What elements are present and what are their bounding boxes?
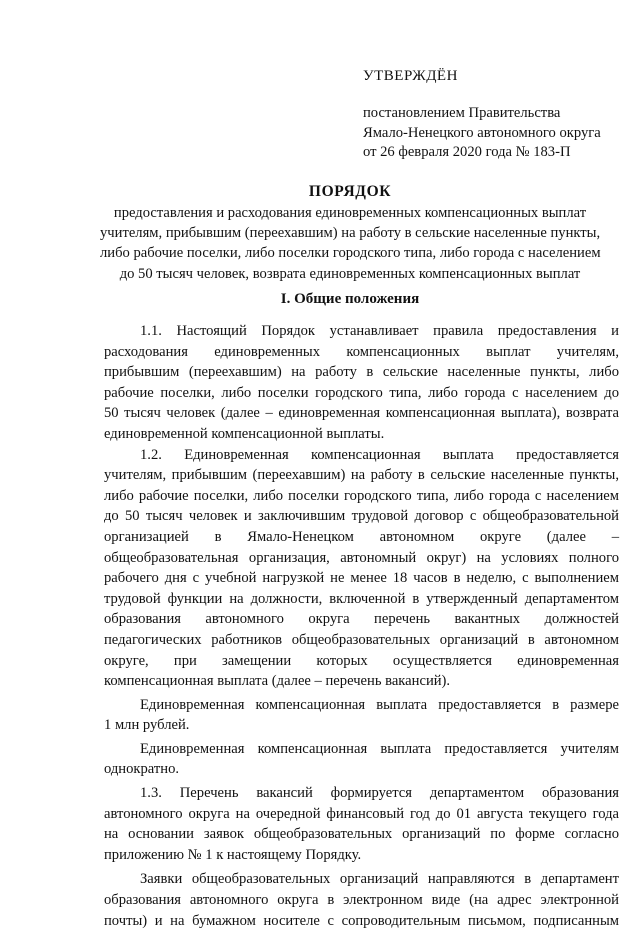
body-line: образования автономного округа в электронном виде (на адрес электронной <box>104 892 619 909</box>
document-subtitle <box>100 203 600 284</box>
body-line: образования автономного округа перечень вакантных должностей <box>104 611 619 628</box>
approval-line: Ямало-Ненецкого автономного округа <box>363 124 601 141</box>
body-line: до 50 тысяч человек и заключившим трудовой договор с общеобразовательной <box>104 508 619 525</box>
body-line: на основании заявок общеобразовательных организаций по форме согласно <box>104 826 619 843</box>
approval-block <box>363 66 633 163</box>
body-line: приложению № 1 к настоящему Порядку. <box>104 846 362 863</box>
body-line: единовременной компенсационной выплаты. <box>104 425 385 442</box>
body-line: рабочего дня с учебной нагрузкой не менее 18 часов в неделю, с выполнением <box>104 570 619 587</box>
body-line: почты) и на бумажном носителе с сопроводительным письмом, подписанным <box>104 912 619 929</box>
body-line: Единовременная компенсационная выплата предоставляется учителям <box>140 740 619 757</box>
document-body <box>104 321 619 931</box>
body-line: 1 млн рублей. <box>104 717 190 734</box>
subtitle-line: предоставления и расходования единовременных компенсационных выплат <box>113 205 587 221</box>
body-line: трудовой функции на должности, включенной в утвержденный департаментом <box>104 590 619 607</box>
subtitle-line: либо рабочие поселки, либо поселки городского типа, либо города с населением <box>100 245 601 262</box>
body-line: 1.3. Перечень вакансий формируется департаментом образования <box>140 785 619 802</box>
body-line: округе, при замещении которых осуществляется единовременная <box>104 652 619 669</box>
body-line: компенсационная выплата (далее – перечень вакансий). <box>104 673 451 690</box>
approval-line: от 26 февраля 2020 года № 183-П <box>363 144 571 160</box>
body-line: рабочие поселки, либо поселки городского типа, либо города с населением до <box>104 384 619 401</box>
body-line: 50 тысяч человек (далее – единовременная компенсационная выплата), возврата <box>104 405 619 422</box>
approval-line: постановлением Правительства <box>363 105 561 121</box>
body-line: 1.1. Настоящий Порядок устанавливает правила предоставления и <box>140 323 619 339</box>
body-line: Единовременная компенсационная выплата предоставляется в размере <box>140 696 619 713</box>
body-line: расходования единовременных компенсационных выплат учителям, <box>104 343 619 360</box>
body-line: прибывшим (переехавшим) на работу в сельские населенные пункты, либо <box>104 364 619 381</box>
body-line: организацией в Ямало-Ненецком автономном округе (далее – <box>104 528 619 545</box>
subtitle-line: до 50 тысяч человек, возврата единовременных компенсационных выплат <box>119 265 581 282</box>
body-line: автономного округа на очередной финансовый год до 01 августа текущего года <box>104 805 619 822</box>
subtitle-line: учителям, прибывшим (переехавшим) на работу в сельские населенные пункты, <box>100 225 601 242</box>
approval-heading: УТВЕРЖДЁН <box>363 68 458 84</box>
body-line: учителям, прибывшим (переехавшим) на работу в сельские населенные пункты, <box>104 467 619 484</box>
body-line: общеобразовательная организация, автономный округ) на условиях полного <box>104 549 619 566</box>
body-line: педагогических работников общеобразовательных организаций в автономном <box>104 631 619 648</box>
body-line: 1.2. Единовременная компенсационная выплата предоставляется <box>140 446 619 463</box>
body-line: либо рабочие поселки, либо поселки городского типа, либо города с населением <box>104 487 619 504</box>
body-line: однократно. <box>104 761 180 778</box>
body-line: Заявки общеобразовательных организаций направляются в департамент <box>140 871 619 888</box>
section-heading: I. Общие положения <box>280 291 420 307</box>
document-title: ПОРЯДОК <box>308 183 392 200</box>
